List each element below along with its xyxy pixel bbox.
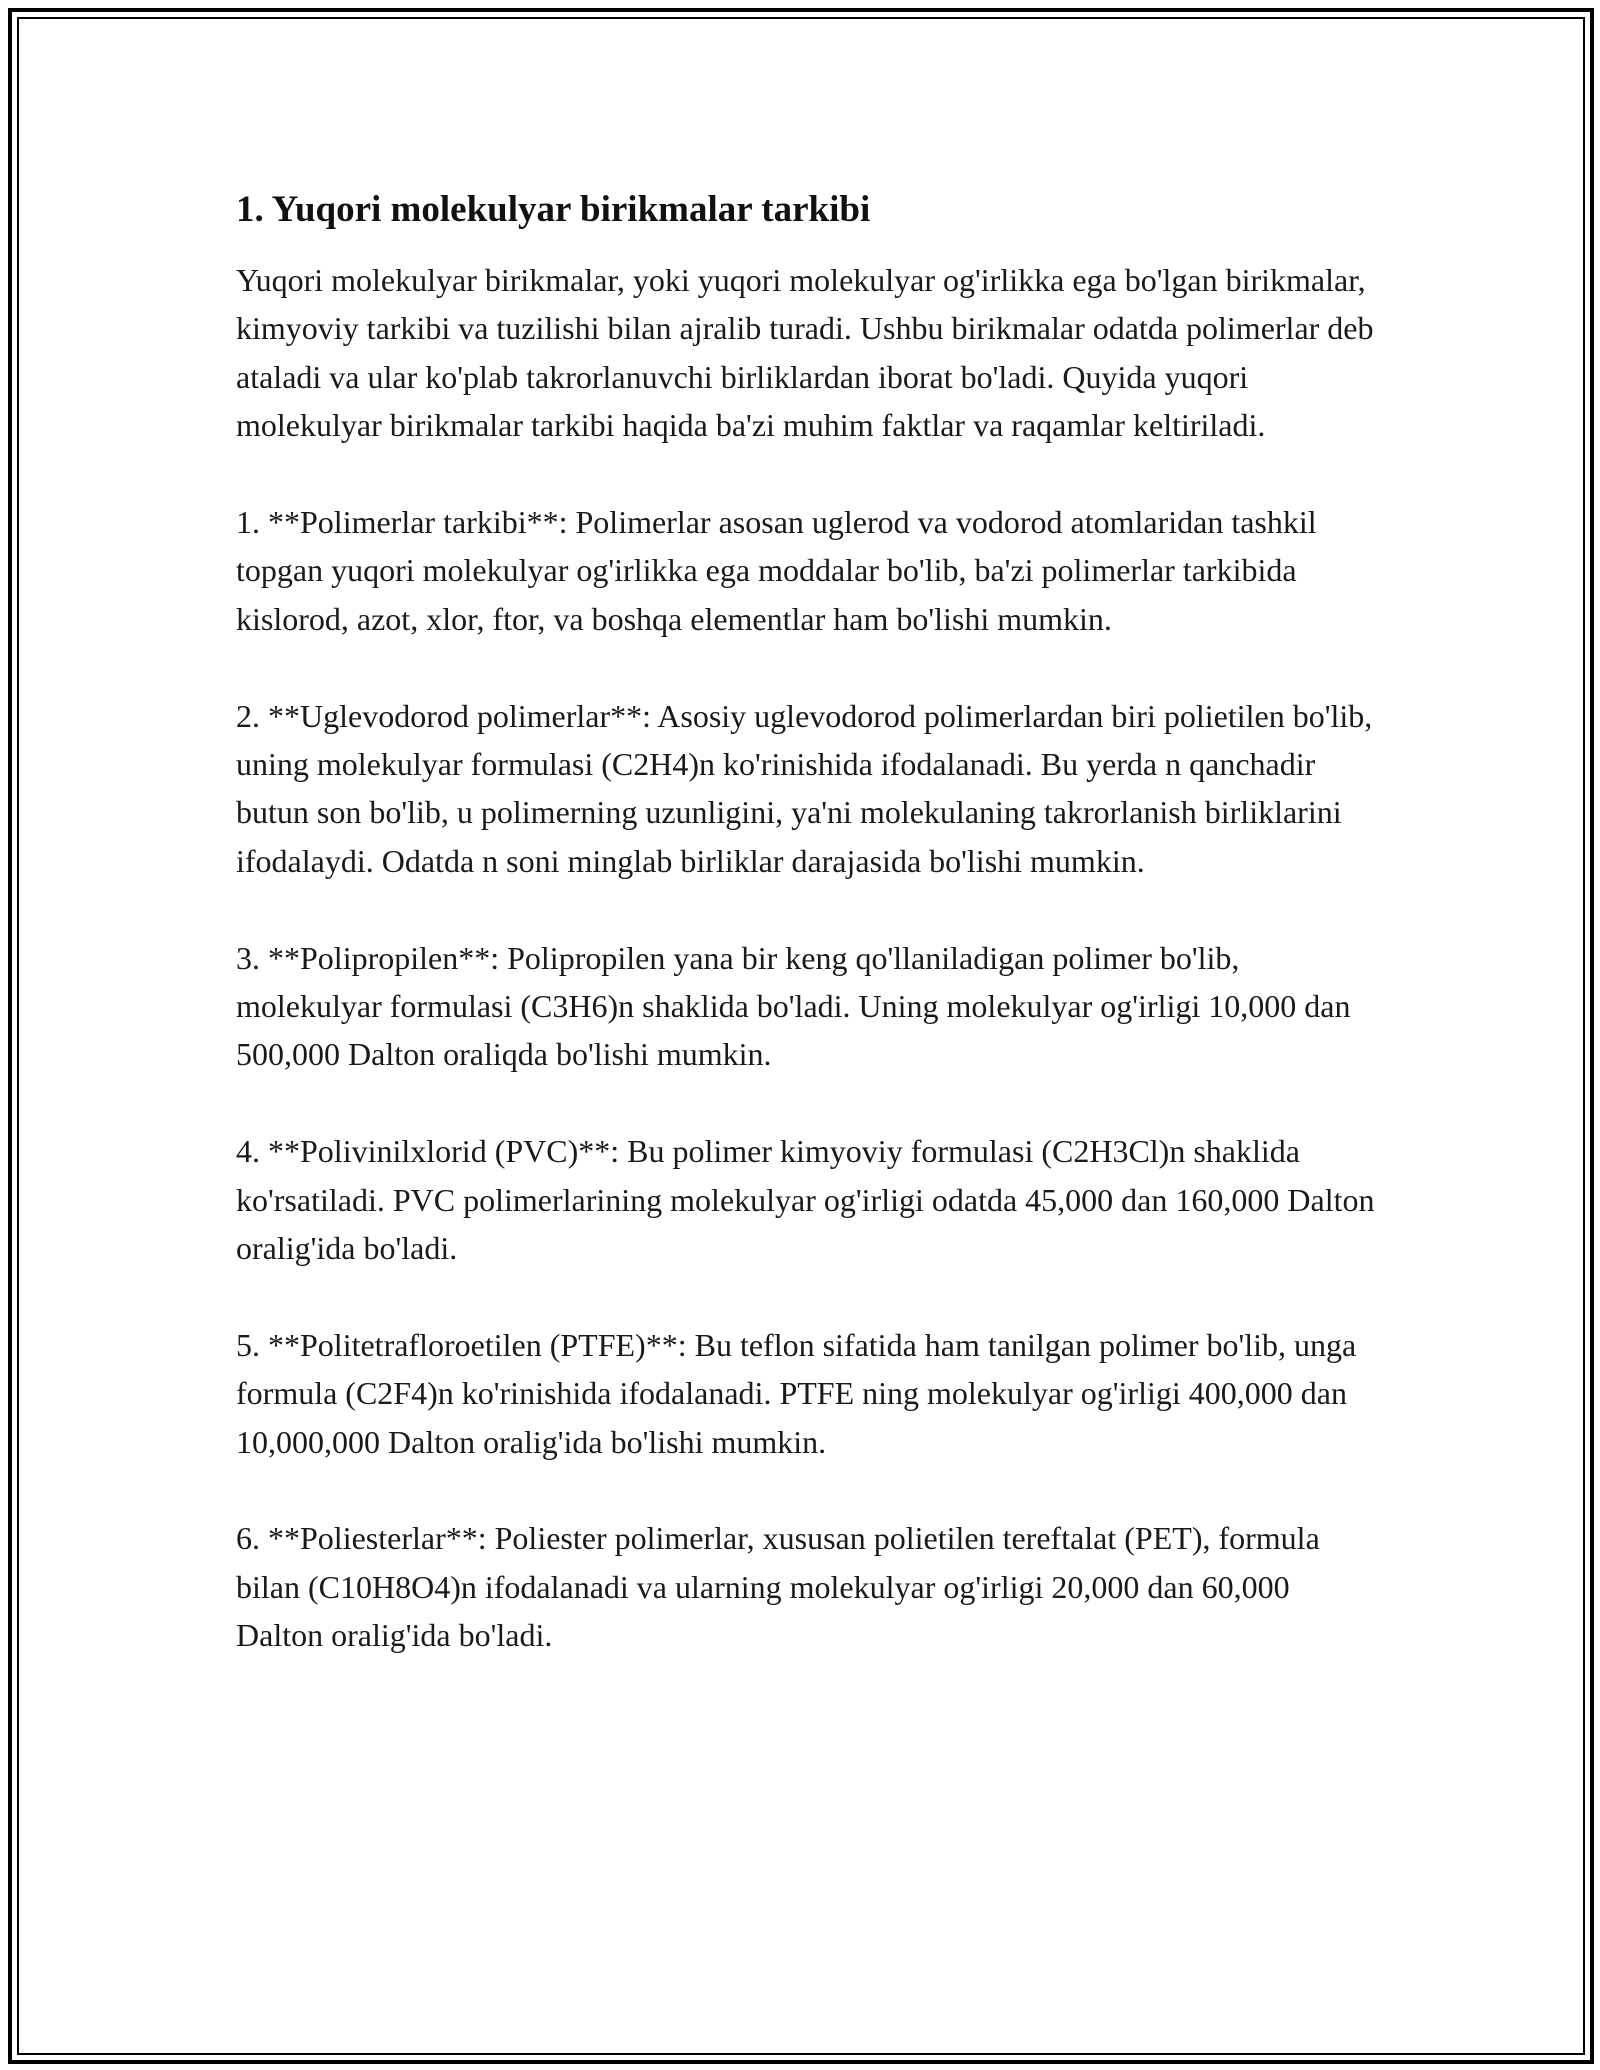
paragraph-ptfe: 5. **Politetrafloroetilen (PTFE)**: Bu teflon sifatida ham tanilgan polimer bo'lib, unga formula (C2F4)n ko'rinishida ifodalanadi. PTFE ning molekulyar og'irligi 400,000 dan 10,000,000 Dalton oralig'ida bo'lishi mumkin. (236, 1326, 1357, 1460)
paragraph-polypropylene: 3. **Polipropilen**: Polipropilen yana bir keng qo'llaniladigan polimer bo'lib, molekulyar formulasi (C3H6)n shaklida bo'ladi. Uning molekulyar og'irligi 10,000 dan 500,000 Dalton oraliqda bo'lishi mumkin. (236, 939, 1351, 1073)
paragraph-polyesters: 6. **Poliesterlar**: Poliester polimerlar, xususan polietilen tereftalat (PET), formula bilan (C10H8O4)n ifodalanadi va ularning molekulyar og'irligi 20,000 dan 60,000 Dalton oralig'ida bo'ladi. (236, 1520, 1320, 1654)
paragraph-pvc: 4. **Polivinilxlorid (PVC)**: Bu polimer kimyoviy formulasi (C2H3Cl)n shaklida ko'rsatiladi. PVC polimerlarining molekulyar og'irligi odatda 45,000 dan 160,000 Dalton oralig'ida bo'ladi. (236, 1133, 1375, 1267)
paragraph-polymer-composition: 1. **Polimerlar tarkibi**: Polimerlar asosan uglerod va vodorod atomlaridan tashkil topgan yuqori molekulyar og'irlikka ega moddalar bo'lib, ba'zi polimerlar tarkibida kislorod, azot, xlor, ftor, va boshqa elementlar ham bo'lishi mumkin. (236, 504, 1317, 637)
document-body (236, 186, 1376, 1660)
paragraph-hydrocarbon-polymers: 2. **Uglevodorod polimerlar**: Asosiy uglevodorod polimerlardan biri polietilen bo'lib, uning molekulyar formulasi (C2H4)n ko'rinishida ifodalanadi. Bu yerda n qanchadir butun son bo'lib, u polimerning uzunligini, ya'ni molekulaning takrorlanish birliklarini ifodalaydi. Odatda n soni minglab birliklar darajasida bo'lishi mumkin. (236, 697, 1373, 879)
document-heading: 1. Yuqori molekulyar birikmalar tarkibi (236, 189, 871, 230)
intro-paragraph: Yuqori molekulyar birikmalar, yoki yuqori molekulyar og'irlikka ega bo'lgan birikmalar, kimyoviy tarkibi va tuzilishi bilan ajralib turadi. Ushbu birikmalar odatda polimerlar deb ataladi va ular ko'plab takrorlanuvchi birliklardan iborat bo'ladi. Quyida yuqori molekulyar birikmalar tarkibi haqida ba'zi muhim faktlar va raqamlar keltiriladi. (236, 262, 1374, 444)
